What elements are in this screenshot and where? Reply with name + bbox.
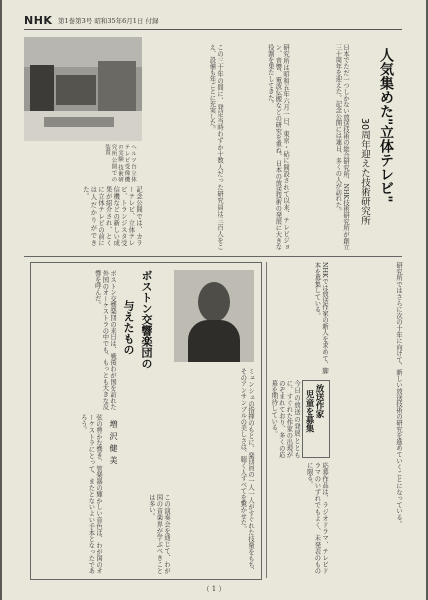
issue-line: 第1巻第3号 昭和35年6月1日 付録 [58, 17, 159, 25]
page-header [24, 14, 402, 28]
header-rule [24, 29, 402, 30]
article1-continuation: 研究所ではさらに次の十年に向けて、新しい放送技術の研究を進めていくことになっている。 [395, 262, 402, 527]
newsletter-page [2, 0, 426, 600]
article1-body-col2: 研究所は昭和五年六月一日、東京・砧に開設されて以来、テレビジョン、音響、電波伝搬などの研究を重ね、日本の放送技術の発展に大きな役割を果たしてきた。 [266, 44, 289, 250]
article1-body-col1: 日本でただ一つしかない放送技術の総合研究所、NHK技術研究所が創立三十周年を迎えた。記念公開には連日、多くの人が訪れた。 [334, 44, 349, 250]
section-divider [24, 256, 402, 257]
article3-body-col2: 応募作品は、ラジオドラマ、テレビドラマのいずれでもよく、未発表のものに限る。 [305, 462, 328, 574]
article2-body-col1: ボストン交響楽団の来日は、戦後わが国を訪れた外国のオーケストラの中でも、もっとも大きな反響を呼んだ。 [93, 270, 116, 410]
article2-subtitle: 与えたもの [122, 300, 135, 355]
page-number: （ 1 ） [202, 585, 226, 593]
article1-body-col3: この三十年の間に、発足当時わずか十数人だった研究員は三百人をこえ、設備も年ごとに充実した。 [208, 44, 223, 250]
stereo-tv-photo [24, 37, 142, 141]
article2-title: ボストン交響楽団の [140, 270, 153, 369]
article2-body-col4: この演奏会を通じて、わが国の音楽界が学ぶべきことは多い。 [147, 494, 170, 574]
column-divider [266, 262, 267, 578]
nhk-logo: NHK [24, 14, 53, 27]
article2-author: 増沢健美 [109, 420, 118, 468]
article2-body-col2: ミュンシュの指揮のもとに、楽団員の一人一人がすぐれた技量をもち、そのアンサンブルの美しさは、聴く人すべてを驚かせた。 [239, 368, 254, 574]
article3-subtitle: 児童を募集 [304, 390, 314, 433]
article3-body-col1: NHKでは放送作家の新人を求めて、脚本を募集している。 [313, 262, 328, 374]
article1-body-col4: 記念公開では、カラーテレビ、立体テレビ、トランジスタ受信機などの新しい成果が紹介され、とくに立体テレビの前には人だかりができた。 [81, 186, 142, 246]
photo-caption: ヘルツ台立体テレビ受像機の実験 技術研究所公開での装置 [104, 144, 136, 182]
article1-subtitle: 30周年迎えた技術研究所 [359, 118, 370, 226]
article3-title: 放送作家 [314, 384, 324, 418]
article2-body-col3: 弦の豊かな響き、管楽器の輝かしい音色は、わが国のオーケストラにとって、またとないよい手本となったであろう。 [79, 414, 102, 574]
author-portrait [174, 270, 254, 362]
article1-title: 人気集めた"立体テレビ" [378, 48, 394, 203]
article3-body-col3: 今日の放送の発展とともに、すぐれた作家の出現がのぞまれており、多くの応募を期待している。 [270, 380, 300, 458]
